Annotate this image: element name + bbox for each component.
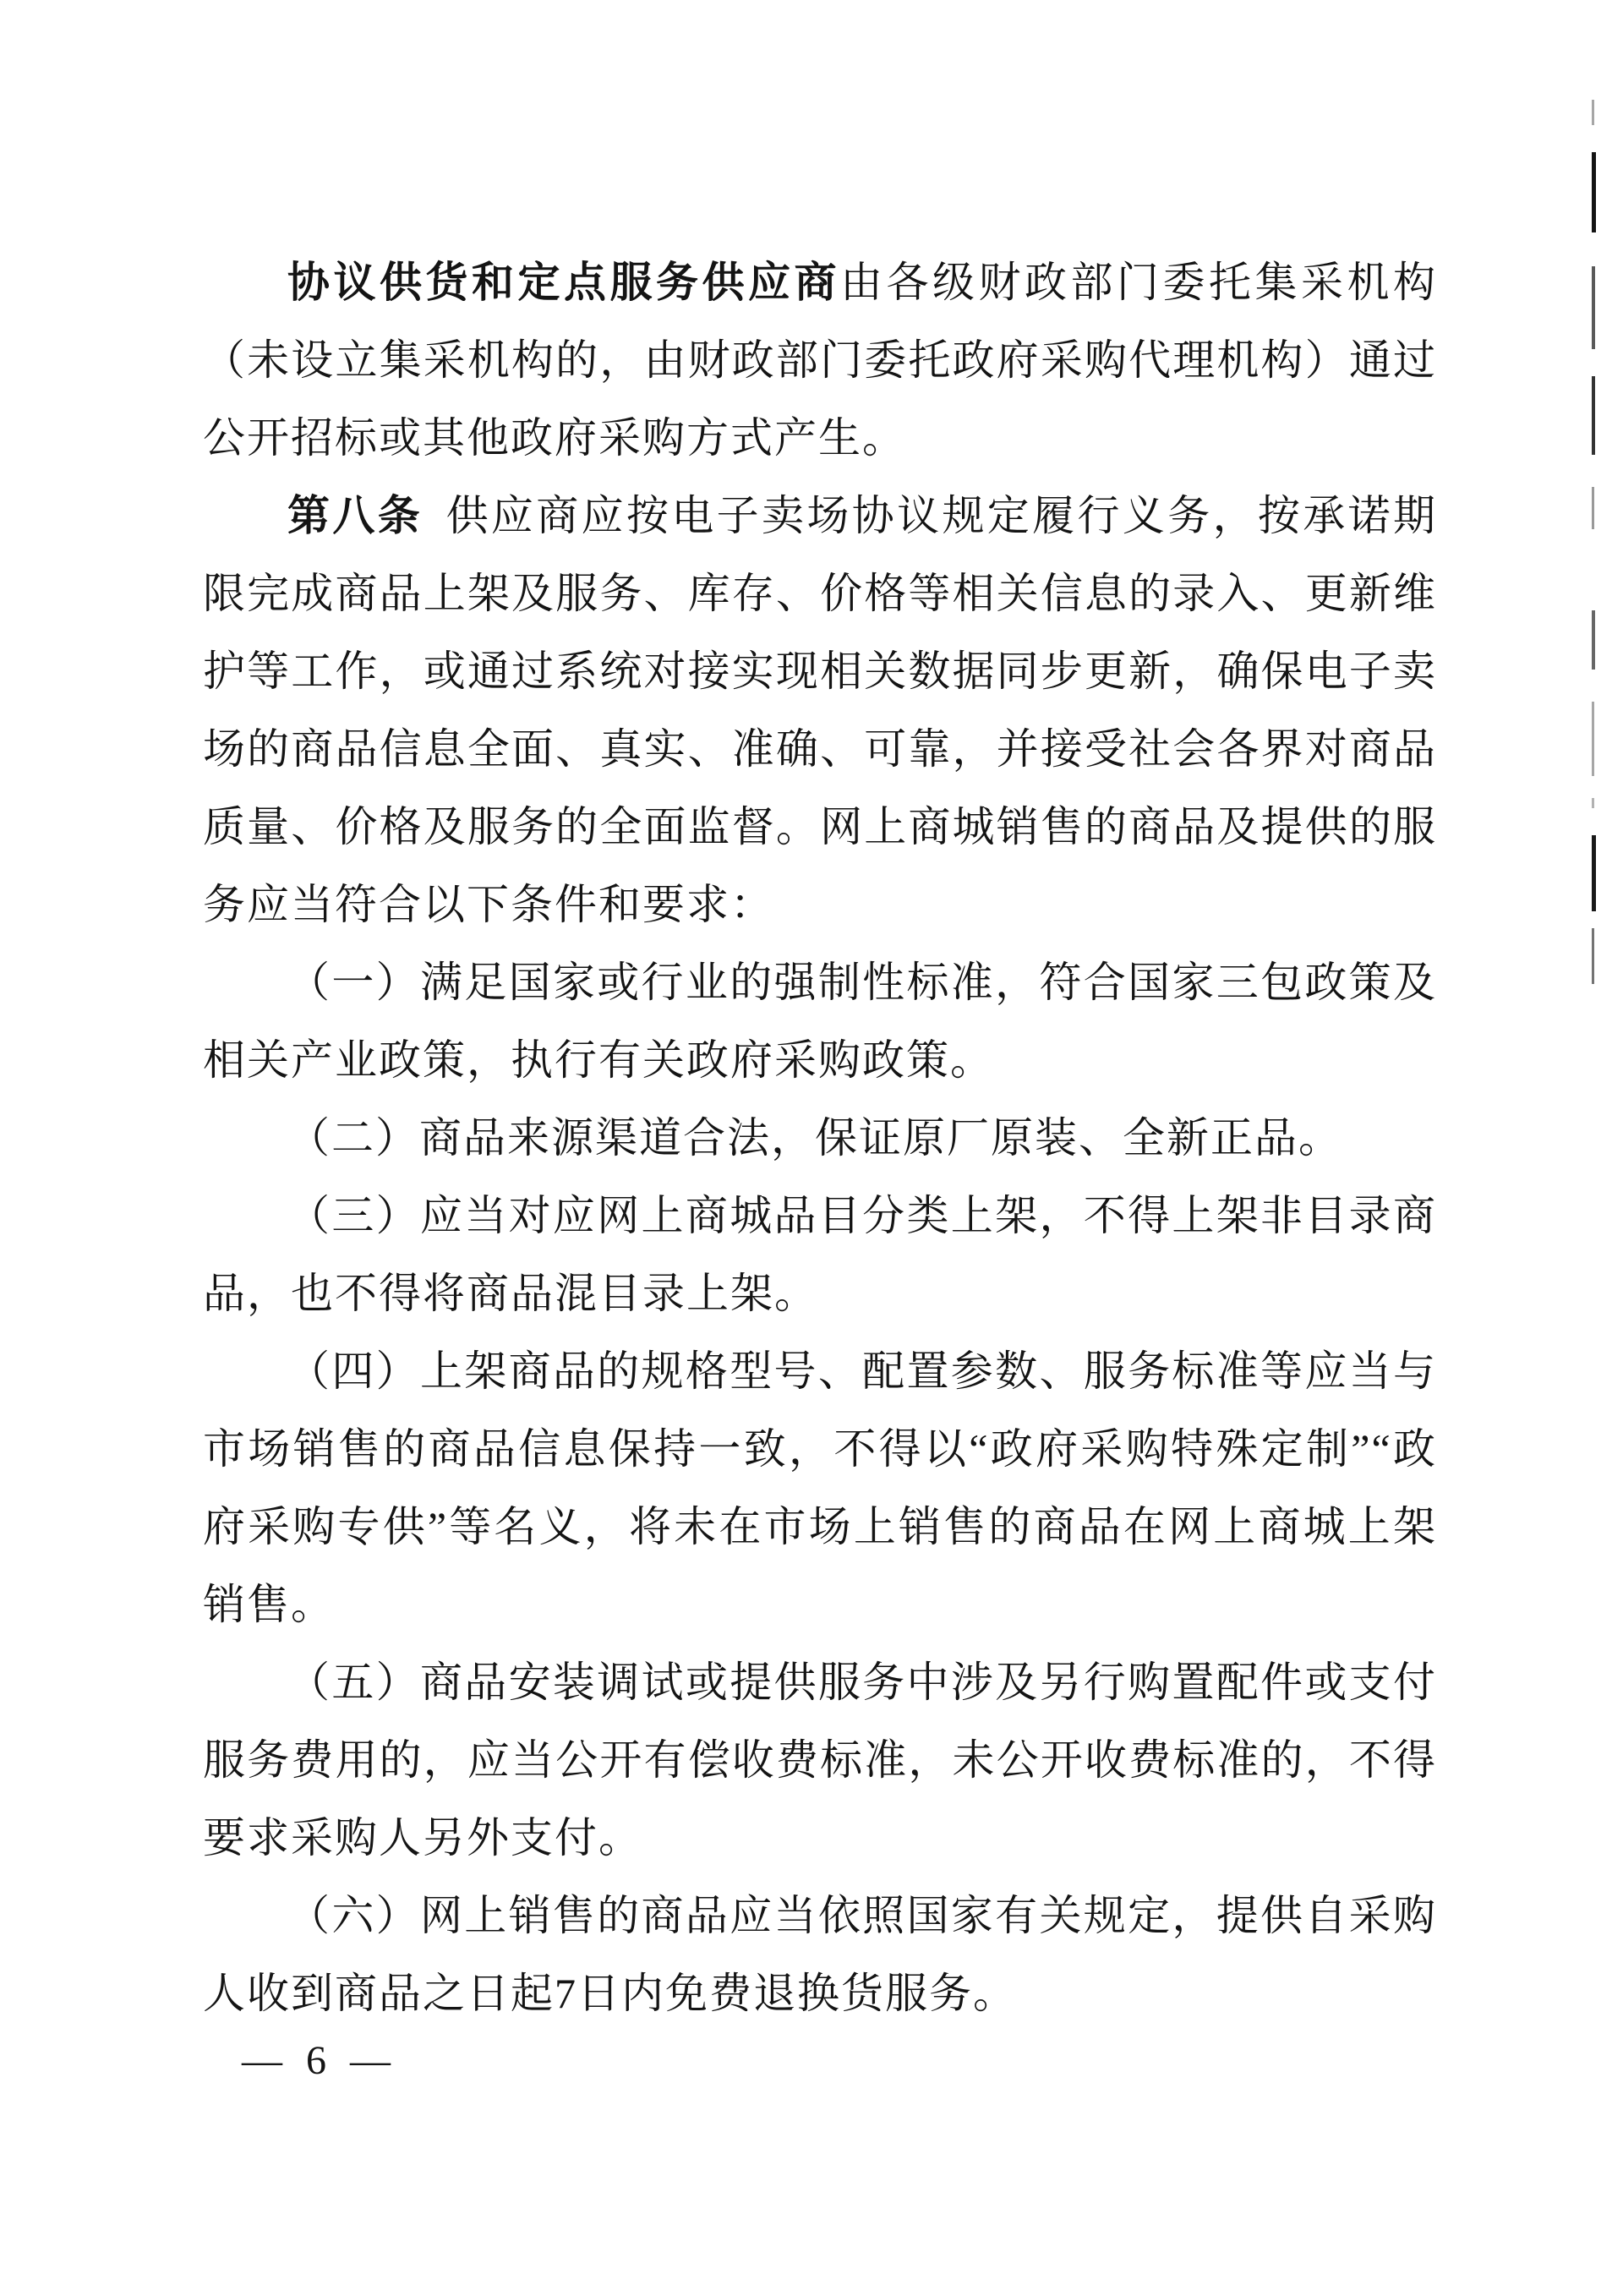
paragraph-item-3	[203, 1177, 1437, 1332]
paragraph-item-4	[203, 1332, 1437, 1643]
paragraph-item-1	[203, 943, 1437, 1099]
scan-artifact-dash	[1592, 835, 1596, 911]
document-body	[203, 243, 1437, 2032]
article-number: 第八条	[287, 492, 424, 539]
paragraph-text: （二）商品来源渠道合法，保证原厂原装、全新正品。	[287, 1114, 1342, 1162]
scan-artifact-dash	[1592, 610, 1595, 670]
paragraph-item-2	[203, 1099, 1437, 1177]
paragraph-text: 由各级财政部门委托集采机构（未设立集采机构的，由财政部门委托政府采购代理机构）通过公开招标或其他政府采购方式产生。	[203, 259, 1437, 462]
scan-artifact-dash	[1592, 100, 1594, 125]
paragraph-text: （四）上架商品的规格型号、配置参数、服务标准等应当与市场销售的商品信息保持一致，不得以“政府采购特殊定制”“政府采购专供”等名义，将未在市场上销售的商品在网上商城上架销售。	[203, 1348, 1437, 1628]
scan-artifact-dash	[1592, 152, 1596, 232]
scan-artifact-dash	[1592, 702, 1594, 776]
scan-artifact-dash	[1592, 928, 1594, 984]
paragraph-text: （五）商品安装调试或提供服务中涉及另行购置配件或支付服务费用的，应当公开有偿收费标准，未公开收费标准的，不得要求采购人另外支付。	[203, 1659, 1437, 1861]
scan-artifact-dash	[1592, 266, 1595, 349]
scan-artifact-dash	[1592, 376, 1595, 455]
paragraph-text: （六）网上销售的商品应当依照国家有关规定，提供自采购人收到商品之日起7日内免费退换货服务。	[203, 1892, 1437, 2017]
page-number: — 6 —	[242, 2038, 397, 2083]
paragraph-item-6	[203, 1877, 1437, 2032]
bold-lead-text: 协议供货和定点服务供应商	[287, 259, 840, 306]
paragraph-supplier-definition	[203, 243, 1437, 477]
paragraph-text: （三）应当对应网上商城品目分类上架，不得上架非目录商品，也不得将商品混目录上架。	[203, 1192, 1437, 1317]
paragraph-text: 供应商应按电子卖场协议规定履行义务，按承诺期限完成商品上架及服务、库存、价格等相关信息的录入、更新维护等工作，或通过系统对接实现相关数据同步更新，确保电子卖场的商品信息全面、真实、准确、可靠，并接受社会各界对商品质量、价格及服务的全面监督。网上商城销售的商品及提供的服务应当符合以下条件和要求：	[203, 492, 1437, 928]
paragraph-text: （一）满足国家或行业的强制性标准，符合国家三包政策及相关产业政策，执行有关政府采购政策。	[203, 959, 1437, 1084]
scan-artifact-dash	[1592, 798, 1594, 808]
scan-artifact-dash	[1592, 487, 1594, 529]
paragraph-item-5	[203, 1643, 1437, 1877]
paragraph-article-8	[203, 477, 1437, 943]
